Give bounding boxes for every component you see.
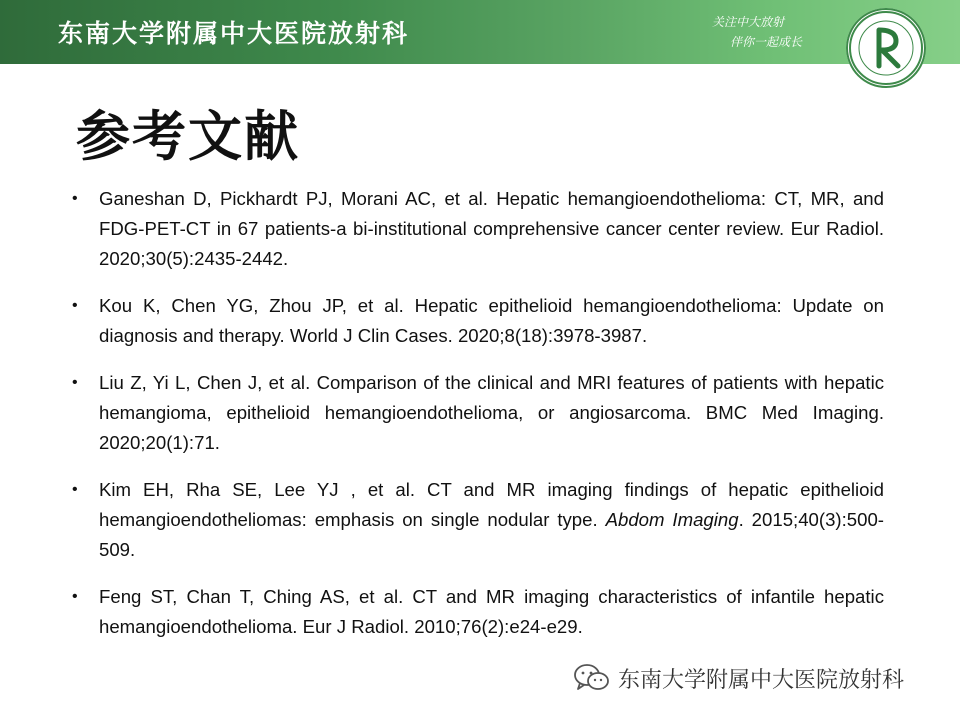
slogan-line-2: 伴你一起成长 [730, 35, 803, 49]
footer-watermark [572, 662, 904, 694]
slogan-line-1: 关注中大放射 [712, 15, 785, 29]
journal-name: Abdom Imaging [605, 509, 739, 530]
header-band [0, 0, 960, 64]
reference-item-1 [70, 184, 884, 274]
reference-item-4 [70, 475, 884, 565]
bullet-icon: • [72, 297, 78, 314]
reference-list [70, 184, 884, 659]
reference-text-post: . 2015;40(3):500-509. [99, 509, 884, 560]
bullet-icon: • [72, 588, 78, 605]
reference-text: Feng ST, Chan T, Ching AS, et al. CT and MR imaging characteristics of infantile hepatic hemangioendothelioma. Eur J Radiol. 2010;76(2):e24-e29. [99, 586, 884, 637]
bullet-icon: • [72, 190, 78, 207]
reference-item-3 [70, 368, 884, 458]
slogan [712, 12, 822, 52]
reference-text-pre: Kim EH, Rha SE, Lee YJ , et al. CT and MR imaging findings of hepatic epithelioid hemangioendotheliomas: emphasis on single nodular type. [99, 479, 884, 530]
wechat-icon [572, 662, 612, 694]
page-title: 参考文献 [76, 105, 300, 168]
reference-text: Liu Z, Yi L, Chen J, et al. Comparison of the clinical and MRI features of patients with hepatic hemangioma, epithelioid hemangioendothelioma, or angiosarcoma. BMC Med Imaging. 2020;20(1):71. [99, 372, 884, 453]
reference-text: Kou K, Chen YG, Zhou JP, et al. Hepatic epithelioid hemangioendothelioma: Update on diagnosis and therapy. World J Clin Cases. 2020;8(18):3978-3987. [99, 295, 884, 346]
reference-item-2 [70, 291, 884, 351]
reference-item-5 [70, 582, 884, 642]
hospital-name: 东南大学附属中大医院放射科 [58, 19, 410, 48]
hospital-logo-icon [846, 8, 926, 88]
bullet-icon: • [72, 481, 78, 498]
reference-text: Ganeshan D, Pickhardt PJ, Morani AC, et al. Hepatic hemangioendothelioma: CT, MR, and FDG-PET-CT in 67 patients-a bi-institutional comprehensive cancer center review. Eur Radiol. 2020;30(5):2435-2442. [99, 188, 884, 269]
footer-text: 东南大学附属中大医院放射科 [618, 667, 905, 693]
bullet-icon: • [72, 374, 78, 391]
